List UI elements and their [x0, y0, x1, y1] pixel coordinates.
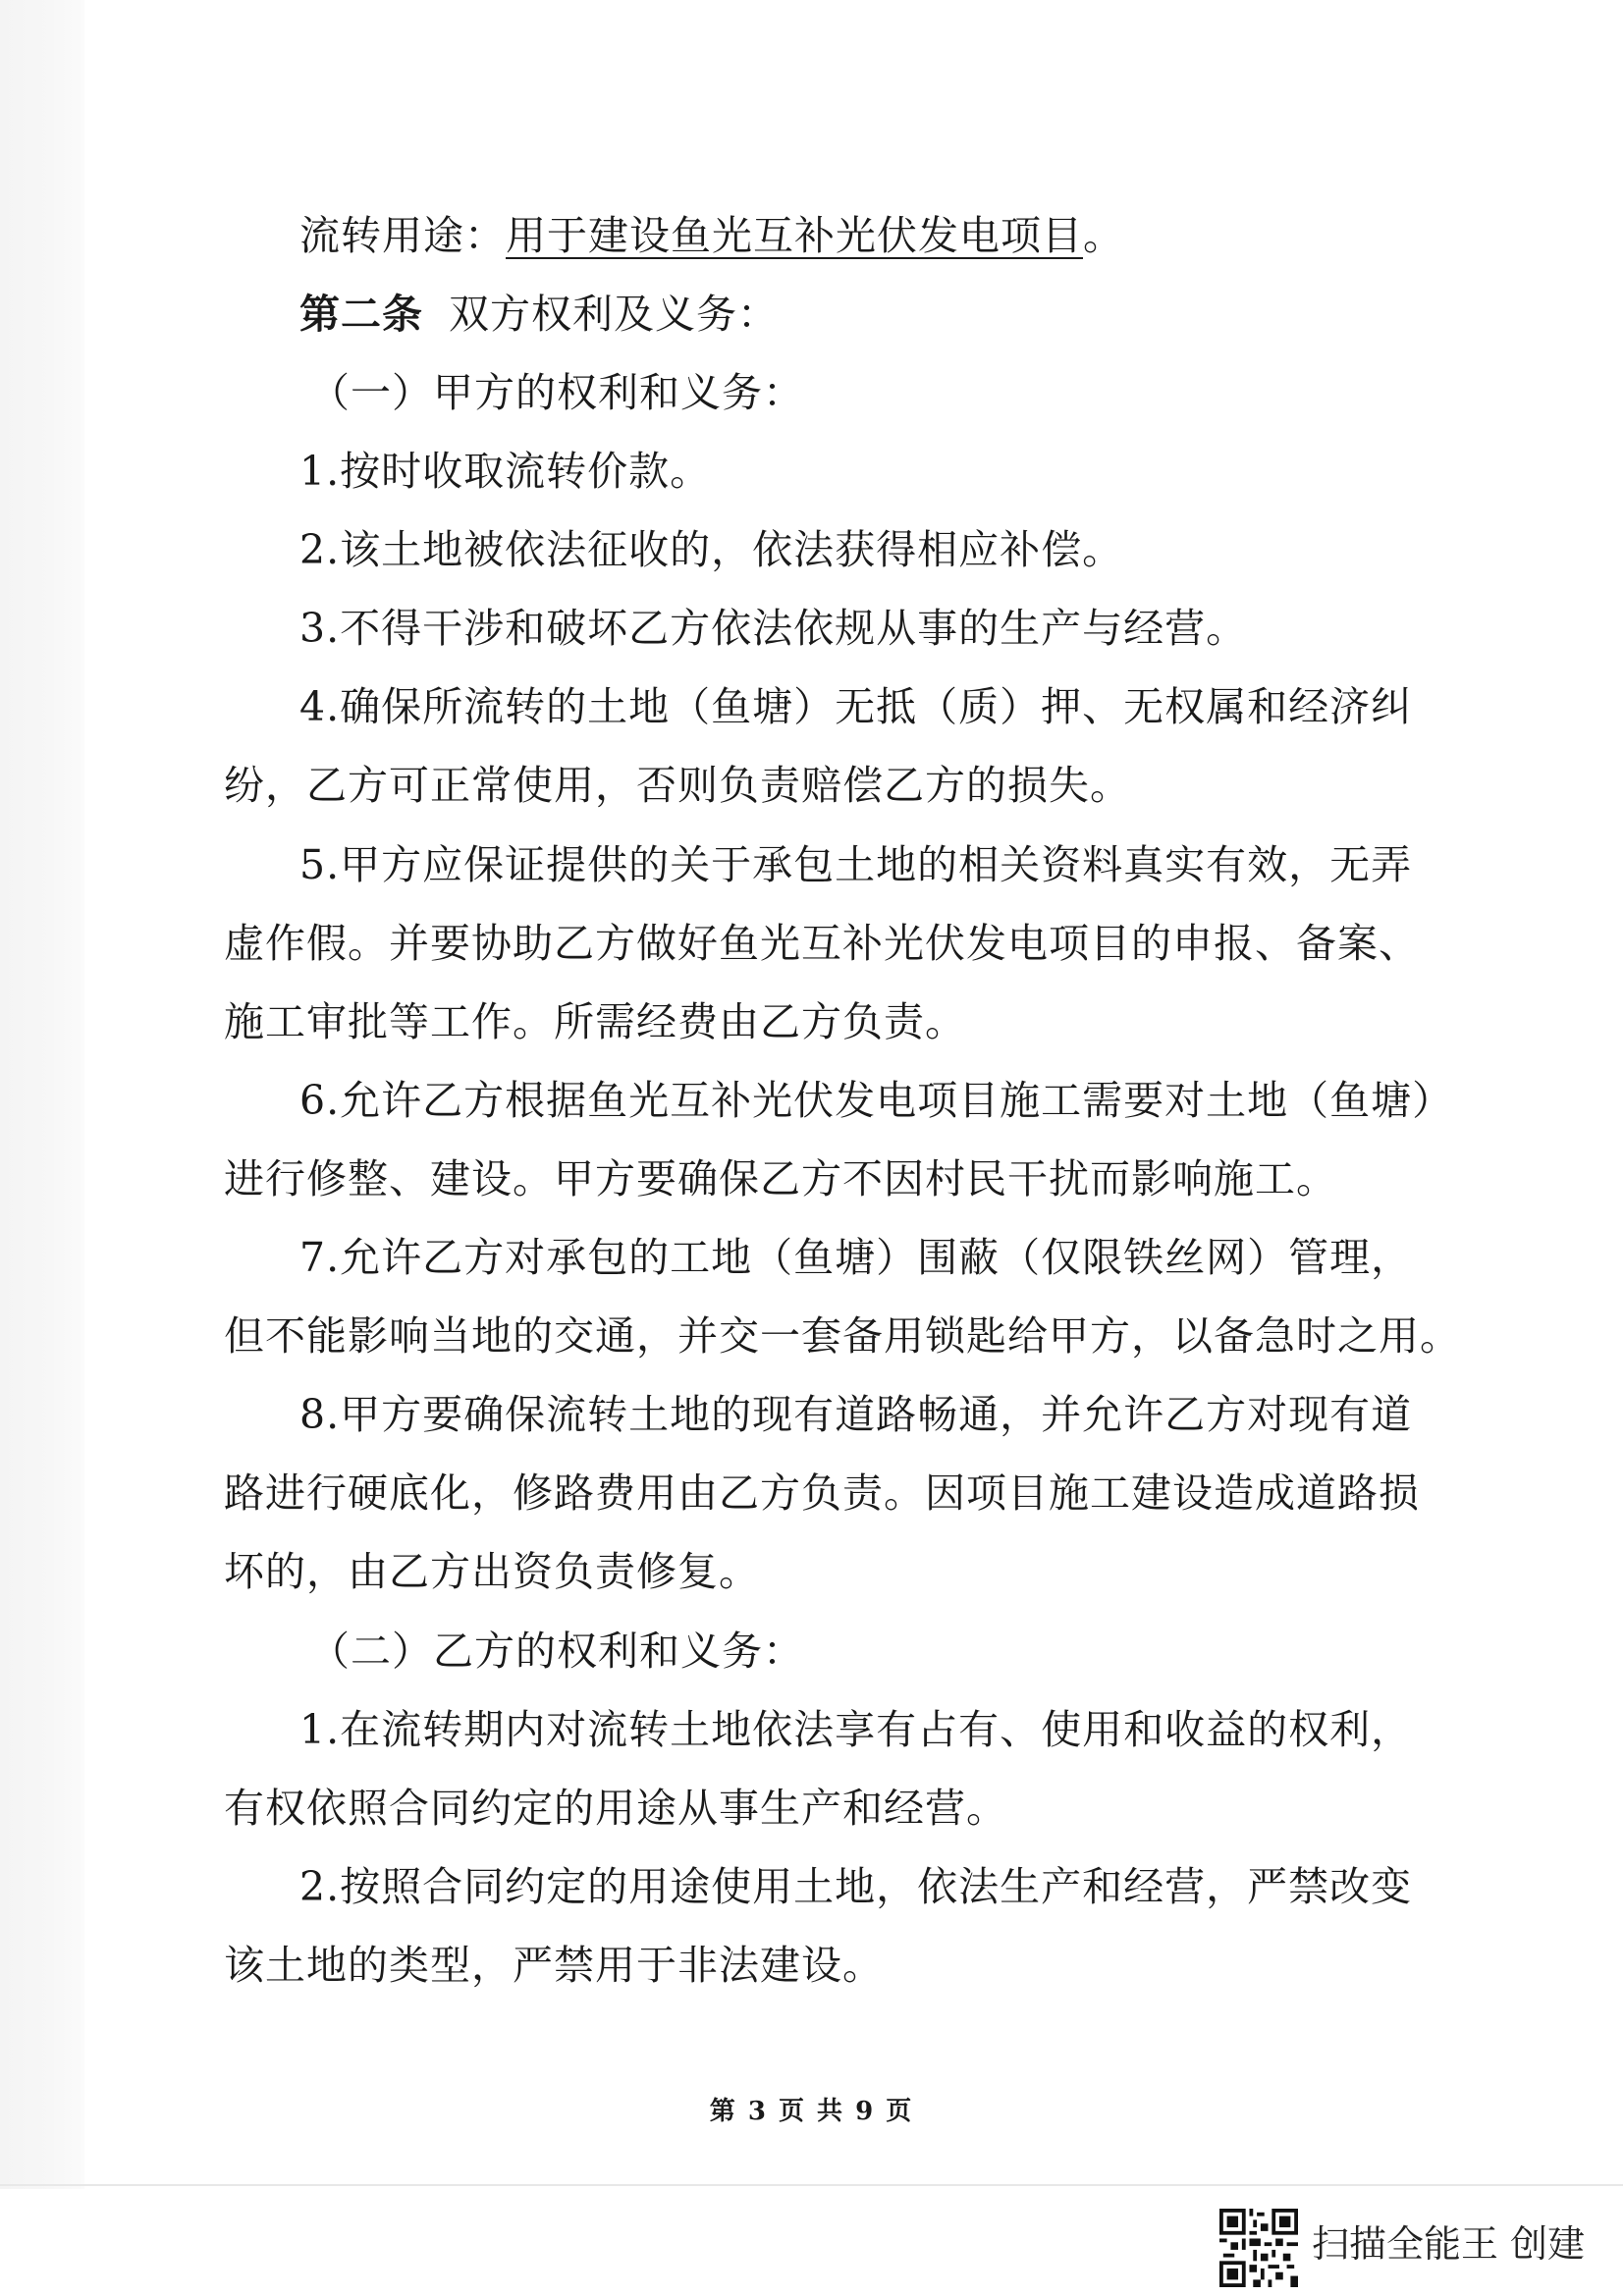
section-a-item-7-line-2: 但不能影响当地的交通，并交一套备用锁匙给甲方，以备急时之用。	[224, 1312, 1461, 1360]
section-b-item-2-line-1: 2.按照合同约定的用途使用土地，依法生产和经营，严禁改变	[299, 1863, 1413, 1910]
section-b-item-2-line-2: 该土地的类型，严禁用于非法建设。	[224, 1942, 884, 1989]
purpose-line	[299, 208, 1124, 263]
section-a-item-7-line-1: 7.允许乙方对承包的工地（鱼塘）围蔽（仅限铁丝网）管理，	[299, 1234, 1413, 1281]
purpose-label: 流转用途：	[299, 212, 506, 259]
section-a-item-6-line-1: 6.允许乙方根据鱼光互补光伏发电项目施工需要对土地（鱼塘）	[299, 1077, 1454, 1124]
section-a-item-8-line-3: 坏的，由乙方出资负责修复。	[224, 1548, 760, 1595]
section-a-item-5-line-1: 5.甲方应保证提供的关于承包土地的相关资料真实有效，无弄	[299, 841, 1413, 888]
purpose-value: 用于建设鱼光互补光伏发电项目	[506, 212, 1083, 259]
section-a-item-4-line-2: 纷，乙方可正常使用，否则负责赔偿乙方的损失。	[224, 762, 1131, 809]
scan-edge-shadow	[0, 0, 84, 2189]
qr-code-icon	[1219, 2209, 1298, 2287]
purpose-end: 。	[1083, 212, 1124, 259]
section-a-title: （一）甲方的权利和义务：	[309, 369, 804, 416]
section-b-item-1-line-2: 有权依照合同约定的用途从事生产和经营。	[224, 1785, 1007, 1832]
section-a-item-5-line-2: 虚作假。并要协助乙方做好鱼光互补光伏发电项目的申报、备案、	[224, 920, 1420, 967]
section-a-item-8-line-2: 路进行硬底化，修路费用由乙方负责。因项目施工建设造成道路损	[224, 1469, 1420, 1517]
section-a-item-4-line-1: 4.确保所流转的土地（鱼塘）无抵（质）押、无权属和经济纠	[299, 683, 1413, 730]
section-a-item-2: 2.该土地被依法征收的，依法获得相应补偿。	[299, 526, 1124, 573]
section-a-item-5-line-3: 施工审批等工作。所需经费由乙方负责。	[224, 998, 966, 1045]
scan-bottom-edge	[0, 2184, 1623, 2186]
scanner-watermark: 扫描全能王 创建	[1312, 2222, 1586, 2266]
article-title: 双方权利及义务：	[449, 291, 779, 338]
section-b-title: （二）乙方的权利和义务：	[309, 1628, 804, 1675]
section-a-item-3: 3.不得干涉和破坏乙方依法依规从事的生产与经营。	[299, 605, 1248, 652]
section-a-item-8-line-1: 8.甲方要确保流转土地的现有道路畅通，并允许乙方对现有道	[299, 1391, 1413, 1438]
section-b-item-1-line-1: 1.在流转期内对流转土地依法享有占有、使用和收益的权利，	[299, 1706, 1413, 1753]
section-a-item-6-line-2: 进行修整、建设。甲方要确保乙方不因村民干扰而影响施工。	[224, 1155, 1337, 1202]
section-a-item-1: 1.按时收取流转价款。	[299, 448, 712, 495]
page-number: 第 3 页 共 9 页	[709, 2097, 914, 2126]
article-number: 第二条	[299, 291, 423, 338]
article-heading	[299, 287, 779, 342]
